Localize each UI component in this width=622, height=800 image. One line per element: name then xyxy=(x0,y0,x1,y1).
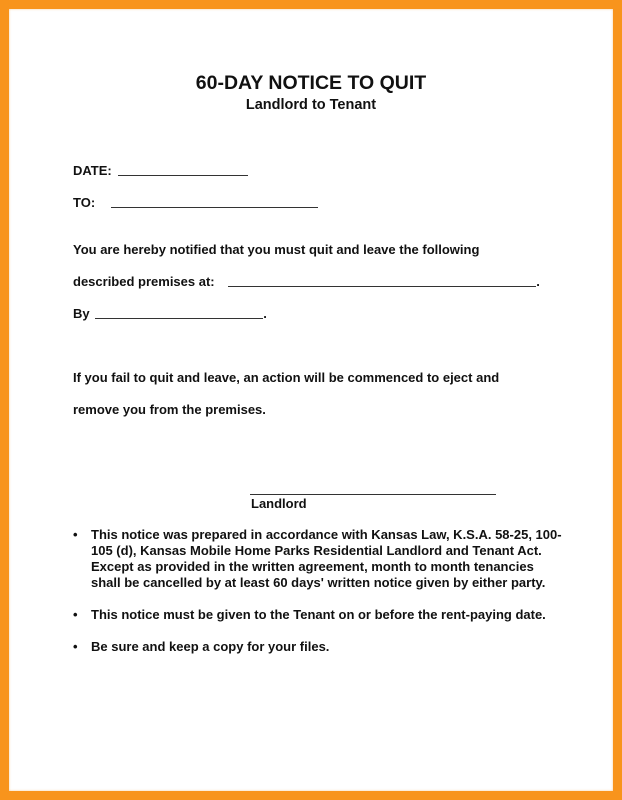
by-period: . xyxy=(263,306,267,321)
document-title: 60-DAY NOTICE TO QUIT xyxy=(195,72,427,94)
by-field xyxy=(73,306,267,321)
warning-line-1: If you fail to quit and leave, an action will be commenced to eject and xyxy=(73,370,500,385)
document-page xyxy=(9,9,613,791)
premises-field xyxy=(73,274,540,289)
to-field xyxy=(73,195,318,210)
bullet-icon: • xyxy=(73,527,78,542)
by-blank-line[interactable] xyxy=(95,317,263,319)
note-item xyxy=(73,639,563,655)
notice-line-1: You are hereby notified that you must quit and leave the following xyxy=(73,242,480,257)
signature-line[interactable] xyxy=(250,494,496,495)
note-item xyxy=(73,527,563,591)
note-item xyxy=(73,607,563,623)
notes-list xyxy=(73,527,563,671)
signature-label: Landlord xyxy=(251,496,307,511)
premises-label: described premises at: xyxy=(73,274,215,289)
note-text: This notice was prepared in accordance with Kansas Law, K.S.A. 58-25, 100-105 (d), Kansas Mobile Home Parks Residential Landlord and Tenant Act. Except as provided in the written agreement, month to month tenancies shall be cancelled by at least 60 days' written notice given by either party. xyxy=(91,527,562,590)
bullet-icon: • xyxy=(73,639,78,654)
by-label: By xyxy=(73,306,90,321)
document-subtitle: Landlord to Tenant xyxy=(245,97,377,113)
warning-line-2: remove you from the premises. xyxy=(73,402,266,417)
to-label: TO: xyxy=(73,195,96,210)
note-text: This notice must be given to the Tenant on or before the rent-paying date. xyxy=(91,607,546,622)
bullet-icon: • xyxy=(73,607,78,622)
date-blank-line[interactable] xyxy=(118,174,248,176)
premises-blank-line[interactable] xyxy=(228,285,536,287)
date-field xyxy=(73,163,248,178)
premises-period: . xyxy=(536,274,540,289)
date-label: DATE: xyxy=(73,163,112,178)
to-blank-line[interactable] xyxy=(111,206,318,208)
note-text: Be sure and keep a copy for your files. xyxy=(91,639,330,654)
